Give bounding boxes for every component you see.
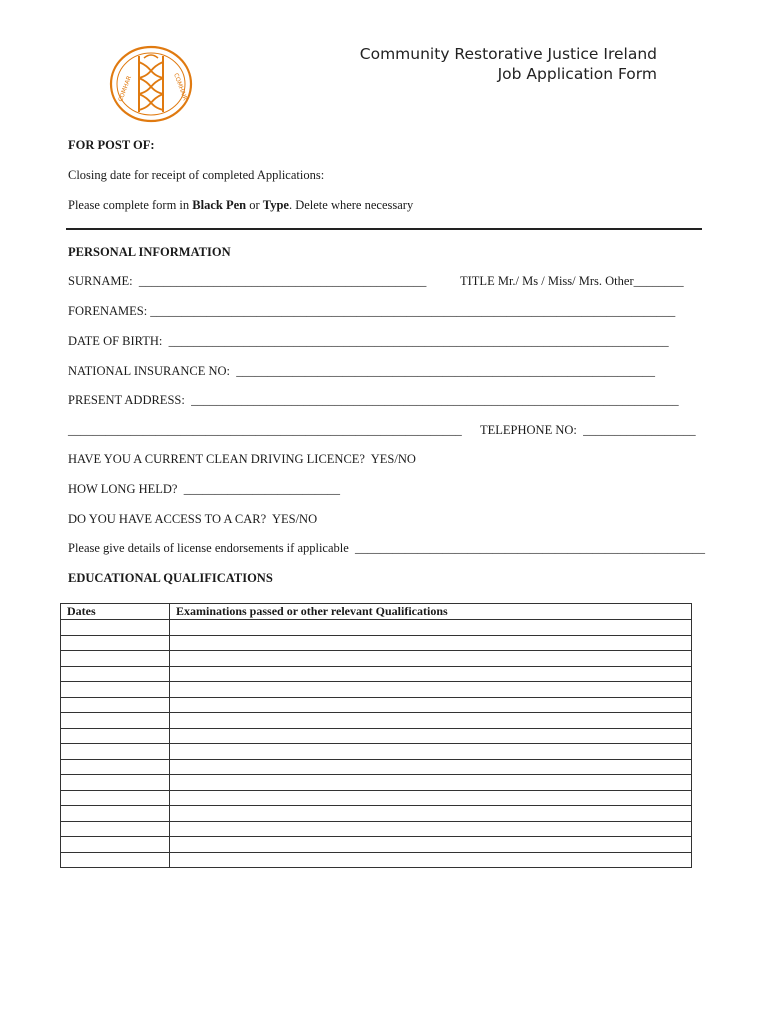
section-divider (66, 228, 702, 230)
dates-cell[interactable] (61, 728, 170, 744)
exams-column-header: Examinations passed or other relevant Qualifications (170, 604, 692, 620)
org-name: Community Restorative Justice Ireland (359, 45, 657, 63)
table-row (61, 821, 692, 837)
table-row (61, 666, 692, 682)
address-line-2-field[interactable]: _______________________________________________________________ (68, 423, 462, 437)
table-row (61, 806, 692, 822)
endorsements-field[interactable]: Please give details of license endorsements if applicable ________________________________________________________ (68, 541, 706, 555)
exams-cell[interactable] (170, 806, 692, 822)
table-header-row (61, 604, 692, 620)
telephone-field[interactable]: TELEPHONE NO: __________________ (480, 423, 696, 437)
celtic-knot-logo-icon (108, 44, 194, 124)
instructions (68, 198, 413, 213)
dates-cell[interactable] (61, 806, 170, 822)
exams-cell[interactable] (170, 744, 692, 760)
table-row (61, 651, 692, 667)
personal-info-heading: PERSONAL INFORMATION (68, 245, 231, 259)
exams-cell[interactable] (170, 728, 692, 744)
dates-cell[interactable] (61, 790, 170, 806)
table-row (61, 635, 692, 651)
exams-cell[interactable] (170, 775, 692, 791)
dates-cell[interactable] (61, 759, 170, 775)
exams-cell[interactable] (170, 759, 692, 775)
dates-cell[interactable] (61, 682, 170, 698)
table-row (61, 852, 692, 868)
dates-cell[interactable] (61, 744, 170, 760)
education-table (60, 603, 692, 868)
form-header (360, 44, 657, 84)
date-of-birth-field[interactable]: DATE OF BIRTH: ________________________________________________________________________________ (68, 334, 669, 348)
exams-cell[interactable] (170, 682, 692, 698)
black-pen-text: Black Pen (192, 198, 247, 212)
dates-column-header: Dates (61, 604, 170, 620)
national-insurance-field[interactable]: NATIONAL INSURANCE NO: ___________________________________________________________________ (68, 364, 656, 378)
instructions-pre: Please complete form in (68, 198, 193, 212)
how-long-held-field[interactable]: HOW LONG HELD? _________________________ (68, 482, 340, 496)
dates-cell[interactable] (61, 635, 170, 651)
logo-text-left: COMHAR (117, 75, 134, 103)
table-row (61, 837, 692, 853)
present-address-field[interactable]: PRESENT ADDRESS: ______________________________________________________________________________ (68, 393, 679, 407)
table-row (61, 759, 692, 775)
table-row (61, 744, 692, 760)
dates-cell[interactable] (61, 837, 170, 853)
instructions-post: . Delete where necessary (288, 198, 414, 212)
table-row (61, 775, 692, 791)
exams-cell[interactable] (170, 666, 692, 682)
form-name: Job Application Form (497, 65, 657, 83)
dates-cell[interactable] (61, 666, 170, 682)
exams-cell[interactable] (170, 821, 692, 837)
dates-cell[interactable] (61, 775, 170, 791)
or-text: or (246, 198, 263, 212)
closing-date-label: Closing date for receipt of completed Applications: (68, 168, 325, 182)
exams-cell[interactable] (170, 651, 692, 667)
education-heading: EDUCATIONAL QUALIFICATIONS (68, 571, 273, 585)
logo-text-right: COMHAIR (172, 72, 189, 102)
exams-cell[interactable] (170, 852, 692, 868)
table-row (61, 697, 692, 713)
exams-cell[interactable] (170, 790, 692, 806)
surname-field[interactable]: SURNAME: ______________________________________________ (68, 274, 427, 288)
dates-cell[interactable] (61, 620, 170, 636)
table-row (61, 713, 692, 729)
exams-cell[interactable] (170, 635, 692, 651)
exams-cell[interactable] (170, 837, 692, 853)
type-text: Type (262, 198, 289, 212)
table-row (61, 682, 692, 698)
driving-licence-question[interactable]: HAVE YOU A CURRENT CLEAN DRIVING LICENCE? YES/NO (68, 452, 416, 466)
forenames-field[interactable]: FORENAMES: ____________________________________________________________________________________ (68, 304, 676, 318)
title-field[interactable]: TITLE Mr./ Ms / Miss/ Mrs. Other________ (460, 274, 684, 288)
table-row (61, 728, 692, 744)
dates-cell[interactable] (61, 852, 170, 868)
exams-cell[interactable] (170, 697, 692, 713)
dates-cell[interactable] (61, 713, 170, 729)
exams-cell[interactable] (170, 620, 692, 636)
dates-cell[interactable] (61, 697, 170, 713)
dates-cell[interactable] (61, 651, 170, 667)
exams-cell[interactable] (170, 713, 692, 729)
for-post-label: FOR POST OF: (68, 138, 155, 152)
car-access-question[interactable]: DO YOU HAVE ACCESS TO A CAR? YES/NO (68, 512, 318, 526)
dates-cell[interactable] (61, 821, 170, 837)
table-row (61, 620, 692, 636)
table-row (61, 790, 692, 806)
